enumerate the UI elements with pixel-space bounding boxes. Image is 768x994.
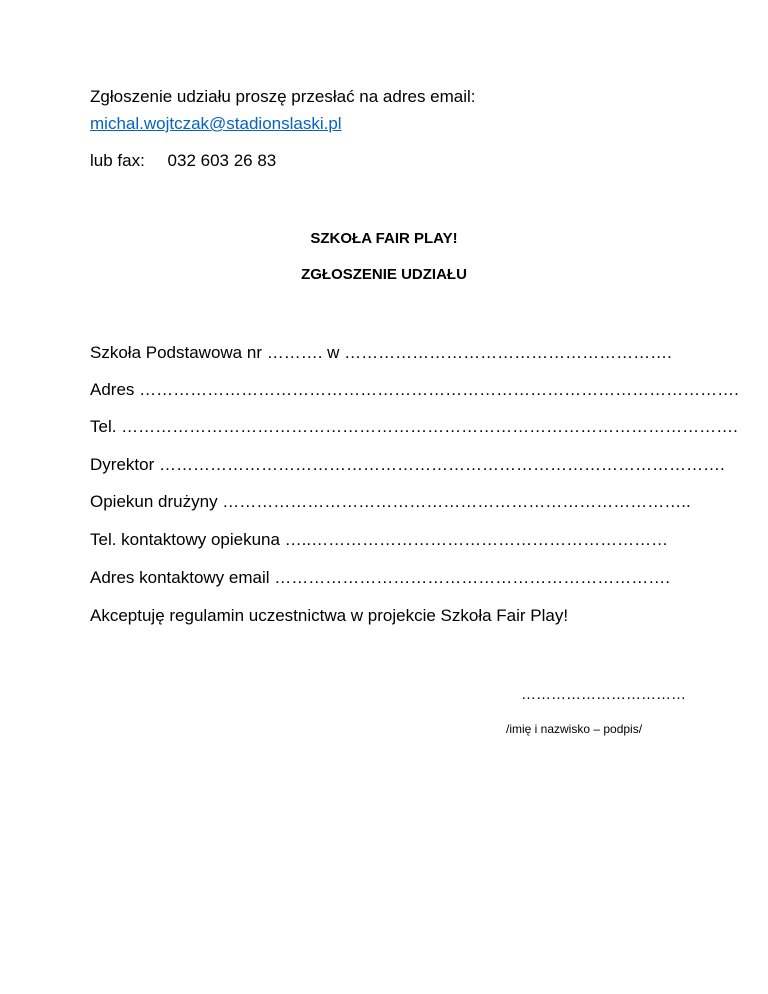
fax-line (90, 150, 276, 172)
fax-label: lub fax: (90, 151, 145, 170)
form-subtitle: ZGŁOSZENIE UDZIAŁU (301, 266, 467, 283)
field-contact-email: Adres kontaktowy email ……………………………………………………………. (90, 568, 670, 587)
fax-number: 032 603 26 83 (167, 151, 277, 170)
field-team-guardian: Opiekun drużyny ……………………………………………………………………….. (90, 492, 691, 511)
field-guardian-phone: Tel. kontaktowy opiekuna …..……………………………………………………… (90, 530, 669, 549)
signature-caption: /imię i nazwisko – podpis/ (506, 722, 643, 736)
contact-email-link[interactable]: michal.wojtczak@stadionslaski.pl (90, 114, 342, 133)
field-phone: Tel. ………………………………………………………………………………………………. (90, 417, 738, 436)
submission-instruction: Zgłoszenie udziału proszę przesłać na adres email: (90, 87, 476, 106)
field-director: Dyrektor ………………………………………………………………………………………. (90, 455, 725, 474)
field-address: Adres ……………………………………………………………………………………………. (90, 380, 739, 399)
form-title: SZKOŁA FAIR PLAY! (310, 230, 458, 247)
signature-line: …………………………… (521, 686, 686, 703)
acceptance-statement: Akceptuję regulamin uczestnictwa w projekcie Szkoła Fair Play! (90, 606, 569, 625)
field-school: Szkoła Podstawowa nr ………. w …………………………………………………. (90, 343, 672, 362)
